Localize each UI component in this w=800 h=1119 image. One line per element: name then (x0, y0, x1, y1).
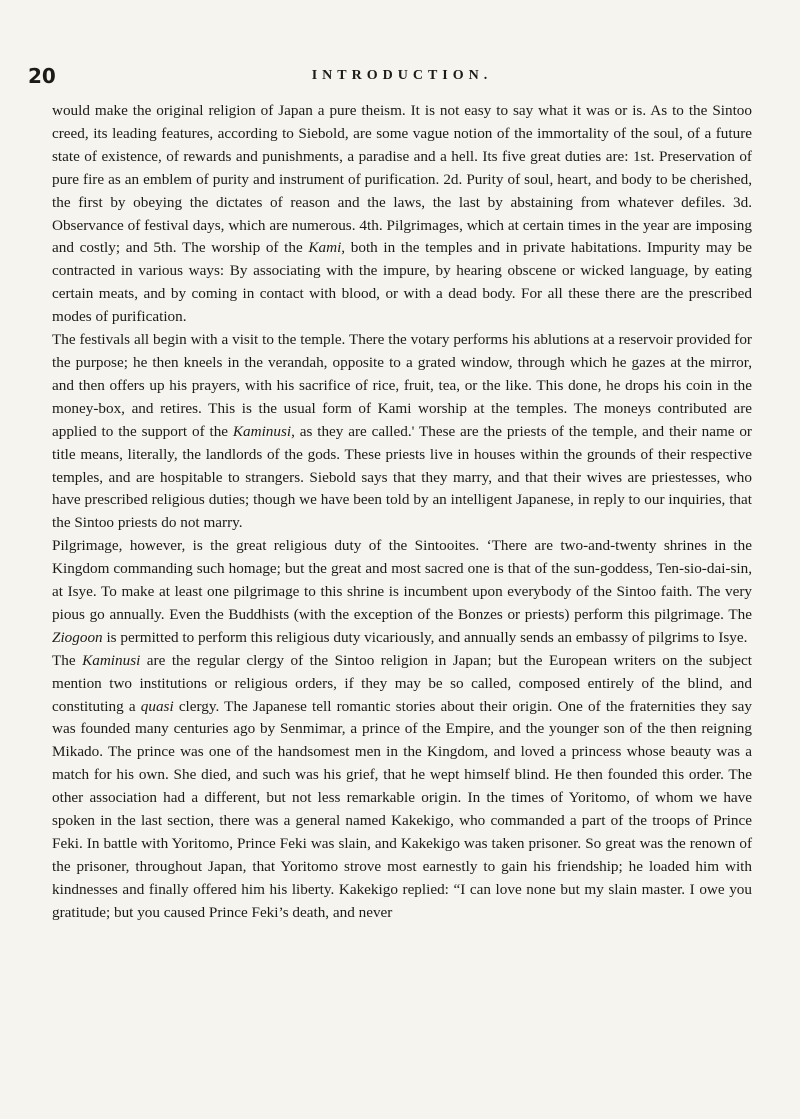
italic-term: Ziogoon (52, 628, 103, 646)
running-head (28, 64, 752, 94)
page-number: 20 (28, 64, 56, 88)
text-run: The festivals all begin with a visit to the temple. There the votary performs his ablutions at a reservoir provided for the purpose; he then kneels in the verandah, opposite to a grated window, through which he gazes at the mirror, and then offers up his prayers, with his sacrifice of rice, fruit, tea, or the like. This done, he drops his coin in the money-box, and retires. This is the usual form of Kami worship at the temples. The moneys contributed are applied to the support of the (52, 331, 752, 440)
running-title: INTRODUCTION. (311, 68, 493, 83)
paragraph (52, 535, 752, 650)
text-run: The (52, 651, 83, 669)
italic-term: Kami (308, 239, 342, 257)
text-run: clergy. The Japanese tell romantic stories about their origin. One of the fraternities they say was founded many centuries ago by Senmimar, a prince of the Empire, and the younger son of the then reigning Mikado. The prince was one of the handsomest men in the Kingdom, and loved a princess whose beauty was a match for his own. She died, and such was his grief, that he wept himself blind. He then founded this order. The other association had a different, but not less remarkable origin. In the times of Yoritomo, of whom we have spoken in the last section, there was a general named Kakekigo, who commanded a part of the troops of Prince Feki. In battle with Yoritomo, Prince Feki was slain, and Kakekigo was taken prisoner. So great was the renown of the prisoner, throughout Japan, that Yoritomo strove most earnestly to gain his friendship; he loaded him with kindnesses and finally offered him his liberty. Kakekigo replied: “I can love none but my slain master. I owe you gratitude; but you caused Prince Feki’s death, and never (52, 697, 752, 921)
paragraph (52, 329, 752, 535)
paragraph (52, 650, 752, 925)
text-run: is permitted to perform this religious duty vicariously, and annually sends an embassy of pilgrims to Isye. (102, 628, 748, 646)
text-run: would make the original religion of Japan a pure theism. It is not easy to say what it was or is. As to the Sintoo creed, its leading features, according to Siebold, are some vague notion of the immortality of the soul, of a future state of existence, of rewards and punishments, a paradise and a hell. Its five great duties are: 1st. Preservation of pure fire as an emblem of purity and instrument of purification. 2d. Purity of soul, heart, and body to be cherished, the first by obeying the dictates of reason and the laws, the last by abstaining from whatever defiles. 3d. Observance of festival days, which are numerous. 4th. Pilgrimages, which at certain times in the year are imposing and costly; and 5th. The worship of the (52, 102, 752, 257)
text-run: are the regular clergy of the Sintoo religion in Japan; but the European writers on the subject mention two institutions or religious orders, if they may be so called, composed entirely of the blind, and constituting a (52, 651, 752, 715)
italic-term: Kaminusi (82, 651, 141, 669)
text-run: Pilgrimage, however, is the great religious duty of the Sintooites. ‘There are two-and-twenty shrines in the Kingdom commanding such homage; but the great and most sacred one is that of the sun-goddess, Ten-sio-dai-sin, at Isye. To make at least one pilgrimage to this shrine is incumbent upon everybody of the Sintoo faith. The very pious go annually. Even the Buddhists (with the exception of the Bonzes or priests) perform this pilgrimage. The (52, 537, 752, 623)
book-page (28, 64, 753, 925)
paragraph (52, 100, 752, 329)
body-text (52, 100, 752, 925)
text-run: , both in the temples and in private habitations. Impurity may be contracted in various ways: By associating with the impure, by hearing obscene or wicked language, by eating certain meats, and by coming in contact with blood, or with a dead body. For all these there are the prescribed modes of purification. (52, 239, 753, 326)
italic-term: Kaminusi (232, 422, 292, 440)
italic-term: quasi (140, 697, 174, 715)
text-run: , as they are called.' These are the priests of the temple, and their name or title means, literally, the landlords of the gods. These priests live in houses within the grounds of their respective temples, and are hospitable to strangers. Siebold says that they marry, and that their wives are priestesses, who have prescribed religious duties; though we have been told by an intelligent Japanese, in reply to our inquiries, that the Sintoo priests do not marry. (52, 422, 752, 532)
